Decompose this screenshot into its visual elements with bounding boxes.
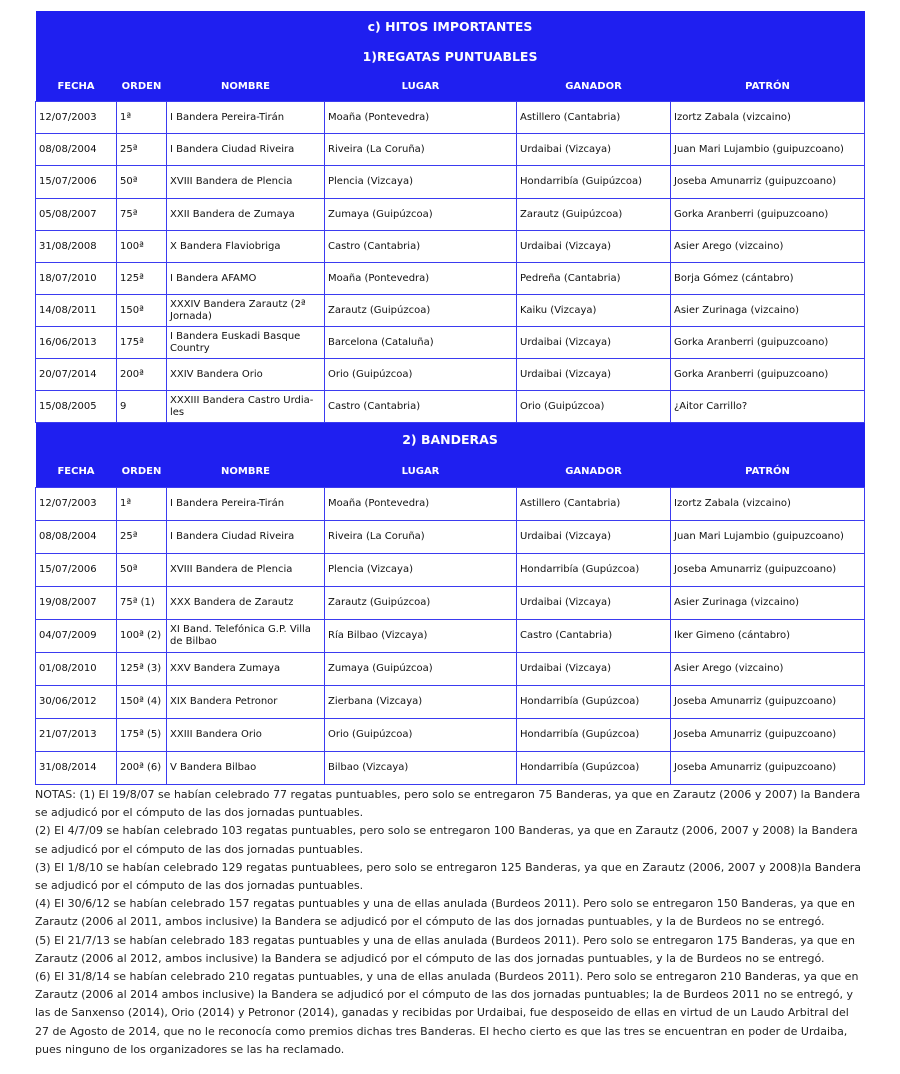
- fecha-cell: 19/08/2007: [36, 586, 117, 619]
- nombre-cell: XXII Bandera de Zumaya: [167, 199, 325, 231]
- main-title-row: [36, 11, 865, 41]
- patron-cell: ¿Aitor Carrillo?: [671, 391, 865, 423]
- lugar-cell: Zumaya (Guipúzcoa): [325, 652, 517, 685]
- ganador-cell: Urdaibai (Vizcaya): [517, 231, 671, 263]
- nombre-cell: XIX Bandera Petronor: [167, 685, 325, 718]
- nombre-cell: XXIV Bandera Orio: [167, 359, 325, 391]
- ganador-cell: Urdaibai (Vizcaya): [517, 520, 671, 553]
- lugar-cell: Riveira (La Coruña): [325, 134, 517, 166]
- fecha-cell: 15/07/2006: [36, 166, 117, 199]
- patron-cell: Asier Zurinaga (vizcaino): [671, 586, 865, 619]
- ganador-cell: Astillero (Cantabria): [517, 487, 671, 520]
- lugar-cell: Plencia (Vizcaya): [325, 553, 517, 586]
- col-header-orden: ORDEN: [117, 71, 167, 102]
- col-header-lugar: LUGAR: [325, 457, 517, 488]
- orden-cell: 200ª: [117, 359, 167, 391]
- ganador-cell: Urdaibai (Vizcaya): [517, 586, 671, 619]
- ganador-cell: Astillero (Cantabria): [517, 102, 671, 134]
- lugar-cell: Orio (Guipúzcoa): [325, 359, 517, 391]
- table-row: [36, 718, 865, 751]
- fecha-cell: 14/08/2011: [36, 295, 117, 327]
- section1-header-row: [36, 71, 865, 102]
- lugar-cell: Bilbao (Vizcaya): [325, 751, 517, 784]
- lugar-cell: Ría Bilbao (Vizcaya): [325, 619, 517, 652]
- table-row: [36, 751, 865, 784]
- fecha-cell: 31/08/2014: [36, 751, 117, 784]
- note-paragraph: NOTAS: (1) El 19/8/07 se habían celebrado 77 regatas puntuables, pero solo se entregaron 75 Banderas, ya que en Zarautz (2006 y 2007) la Bandera se adjudicó por el cómputo de las dos jornadas puntuables.: [35, 788, 861, 820]
- note-paragraph: (6) El 31/8/14 se habían celebrado 210 regatas puntuables, y una de ellas anulada (Burdeos 2011). Pero solo se entregaron 210 Banderas, ya que en Zarautz (2006 al 2014 ambos inclusive) la Bandera se adjudicó por el cómputo de las dos jornadas puntuables; la de Burdeos 2011 no se entregó, y las de Sanxenso (2014), Orio (2014) y Petronor (2014), ganadas y recibidas por Urdaibai, fue desposeido de ellas en virtud de un Laudo Arbitral del 27 de Agosto de 2014, que no le reconocía como premios dichas tres Banderas. El hecho cierto es que las tres se encuentran en poder de Urdaiba, pues ninguno de los organizadores se las ha reclamado.: [35, 970, 859, 1056]
- patron-cell: Izortz Zabala (vizcaino): [671, 487, 865, 520]
- lugar-cell: Zierbana (Vizcaya): [325, 685, 517, 718]
- note-paragraph: (5) El 21/7/13 se habían celebrado 183 regatas puntuables y una de ellas anulada (Burdeos 2011). Pero solo se entregaron 175 Banderas, ya que en Zarautz (2006 al 2012, ambos inclusive) la Bandera se adjudicó por el cómputo de las dos jornadas puntuables, y la de Burdeos no se entregó.: [35, 933, 855, 965]
- fecha-cell: 15/08/2005: [36, 391, 117, 423]
- orden-cell: 1ª: [117, 487, 167, 520]
- nombre-cell: I Bandera Pereira-Tirán: [167, 102, 325, 134]
- ganador-cell: Hondarribía (Gupúzcoa): [517, 751, 671, 784]
- table-row: [36, 619, 865, 652]
- fecha-cell: 15/07/2006: [36, 553, 117, 586]
- lugar-cell: Moaña (Pontevedra): [325, 487, 517, 520]
- nombre-cell: X Bandera Flaviobriga: [167, 231, 325, 263]
- table-row: [36, 327, 865, 359]
- col-header-nombre: NOMBRE: [167, 71, 325, 102]
- fecha-cell: 04/07/2009: [36, 619, 117, 652]
- table-row: [36, 199, 865, 231]
- orden-cell: 175ª: [117, 327, 167, 359]
- lugar-cell: Zumaya (Guipúzcoa): [325, 199, 517, 231]
- nombre-cell: XVIII Bandera de Plencia: [167, 553, 325, 586]
- col-header-fecha: FECHA: [36, 71, 117, 102]
- lugar-cell: Moaña (Pontevedra): [325, 263, 517, 295]
- col-header-nombre: NOMBRE: [167, 457, 325, 488]
- nombre-cell: I Bandera Euskadi Basque Country: [167, 327, 325, 359]
- col-header-lugar: LUGAR: [325, 71, 517, 102]
- fecha-cell: 18/07/2010: [36, 263, 117, 295]
- fecha-cell: 30/06/2012: [36, 685, 117, 718]
- patron-cell: Joseba Amunarriz (guipuzcoano): [671, 751, 865, 784]
- patron-cell: Juan Mari Lujambio (guipuzcoano): [671, 134, 865, 166]
- lugar-cell: Moaña (Pontevedra): [325, 102, 517, 134]
- patron-cell: Asier Zurinaga (vizcaino): [671, 295, 865, 327]
- notes-section: [35, 786, 864, 1059]
- fecha-cell: 31/08/2008: [36, 231, 117, 263]
- main-title: c) HITOS IMPORTANTES: [36, 11, 865, 41]
- table-row: [36, 102, 865, 134]
- ganador-cell: Urdaibai (Vizcaya): [517, 652, 671, 685]
- nombre-cell: I Bandera Ciudad Riveira: [167, 520, 325, 553]
- lugar-cell: Castro (Cantabria): [325, 231, 517, 263]
- table-row: [36, 652, 865, 685]
- section2-title: 2) BANDERAS: [36, 423, 865, 457]
- ganador-cell: Hondarribía (Guipúzcoa): [517, 166, 671, 199]
- ganador-cell: Urdaibai (Vizcaya): [517, 134, 671, 166]
- ganador-cell: Hondarribía (Gupúzcoa): [517, 553, 671, 586]
- section1-title-row: [36, 41, 865, 71]
- nombre-cell: XXXIII Bandera Castro Urdia-les: [167, 391, 325, 423]
- orden-cell: 25ª: [117, 134, 167, 166]
- patron-cell: Joseba Amunarriz (guipuzcoano): [671, 718, 865, 751]
- patron-cell: Asier Arego (vizcaino): [671, 652, 865, 685]
- lugar-cell: Plencia (Vizcaya): [325, 166, 517, 199]
- table-row: [36, 586, 865, 619]
- nombre-cell: XI Band. Telefónica G.P. Villa de Bilbao: [167, 619, 325, 652]
- table-row: [36, 553, 865, 586]
- patron-cell: Joseba Amunarriz (guipuzcoano): [671, 685, 865, 718]
- orden-cell: 25ª: [117, 520, 167, 553]
- nombre-cell: XXX Bandera de Zarautz: [167, 586, 325, 619]
- note-paragraph: (4) El 30/6/12 se habían celebrado 157 regatas puntuables y una de ellas anulada (Burdeos 2011). Pero solo se entregaron 150 Banderas, ya que en Zarautz (2006 al 2011, ambos inclusive) la Bandera se adjudicó por el cómputo de las dos jornadas puntuables, y la de Burdeos no se entregó.: [35, 897, 855, 929]
- orden-cell: 125ª (3): [117, 652, 167, 685]
- col-header-ganador: GANADOR: [517, 457, 671, 488]
- nombre-cell: I Bandera Ciudad Riveira: [167, 134, 325, 166]
- orden-cell: 75ª (1): [117, 586, 167, 619]
- nombre-cell: XVIII Bandera de Plencia: [167, 166, 325, 199]
- patron-cell: Iker Gimeno (cántabro): [671, 619, 865, 652]
- lugar-cell: Zarautz (Guipúzcoa): [325, 295, 517, 327]
- table-body: [36, 11, 865, 784]
- table-row: [36, 134, 865, 166]
- fecha-cell: 20/07/2014: [36, 359, 117, 391]
- fecha-cell: 08/08/2004: [36, 134, 117, 166]
- patron-cell: Gorka Aranberri (guipuzcoano): [671, 199, 865, 231]
- col-header-fecha: FECHA: [36, 457, 117, 488]
- ganador-cell: Orio (Guipúzcoa): [517, 391, 671, 423]
- orden-cell: 125ª: [117, 263, 167, 295]
- orden-cell: 1ª: [117, 102, 167, 134]
- ganador-cell: Castro (Cantabria): [517, 619, 671, 652]
- col-header-ganador: GANADOR: [517, 71, 671, 102]
- milestones-table: [35, 11, 865, 785]
- fecha-cell: 21/07/2013: [36, 718, 117, 751]
- patron-cell: Borja Gómez (cántabro): [671, 263, 865, 295]
- fecha-cell: 12/07/2003: [36, 487, 117, 520]
- fecha-cell: 01/08/2010: [36, 652, 117, 685]
- col-header-patron: PATRÓN: [671, 457, 865, 488]
- section2-header-row: [36, 457, 865, 488]
- note-paragraph: (2) El 4/7/09 se habían celebrado 103 regatas puntuables, pero solo se entregaron 100 Banderas, ya que en Zarautz (2006, 2007 y 2008) la Bandera se adjudicó por el cómputo de las dos jornadas puntuables.: [35, 824, 858, 856]
- note-paragraph: (3) El 1/8/10 se habían celebrado 129 regatas puntuablees, pero solo se entregaron 125 Banderas, ya que en Zarautz (2006, 2007 y 2008)la Bandera se adjudicó por el cómputo de las dos jornadas puntuables.: [35, 860, 862, 893]
- lugar-cell: Orio (Guipúzcoa): [325, 718, 517, 751]
- orden-cell: 50ª: [117, 553, 167, 586]
- ganador-cell: Kaiku (Vizcaya): [517, 295, 671, 327]
- orden-cell: 50ª: [117, 166, 167, 199]
- patron-cell: Asier Arego (vizcaino): [671, 231, 865, 263]
- section2-title-row: [36, 423, 865, 457]
- orden-cell: 100ª: [117, 231, 167, 263]
- table-row: [36, 487, 865, 520]
- nombre-cell: V Bandera Bilbao: [167, 751, 325, 784]
- orden-cell: 100ª (2): [117, 619, 167, 652]
- ganador-cell: Hondarribía (Gupúzcoa): [517, 685, 671, 718]
- ganador-cell: Zarautz (Guipúzcoa): [517, 199, 671, 231]
- orden-cell: 175ª (5): [117, 718, 167, 751]
- patron-cell: Gorka Aranberri (guipuzcoano): [671, 327, 865, 359]
- lugar-cell: Zarautz (Guipúzcoa): [325, 586, 517, 619]
- ganador-cell: Pedreña (Cantabria): [517, 263, 671, 295]
- orden-cell: 150ª (4): [117, 685, 167, 718]
- table-row: [36, 520, 865, 553]
- nombre-cell: XXV Bandera Zumaya: [167, 652, 325, 685]
- patron-cell: Izortz Zabala (vizcaino): [671, 102, 865, 134]
- fecha-cell: 08/08/2004: [36, 520, 117, 553]
- orden-cell: 9: [117, 391, 167, 423]
- patron-cell: Gorka Aranberri (guipuzcoano): [671, 359, 865, 391]
- table-row: [36, 359, 865, 391]
- nombre-cell: XXIII Bandera Orio: [167, 718, 325, 751]
- ganador-cell: Urdaibai (Vizcaya): [517, 327, 671, 359]
- table-row: [36, 231, 865, 263]
- col-header-patron: PATRÓN: [671, 71, 865, 102]
- fecha-cell: 05/08/2007: [36, 199, 117, 231]
- table-row: [36, 685, 865, 718]
- orden-cell: 200ª (6): [117, 751, 167, 784]
- lugar-cell: Castro (Cantabria): [325, 391, 517, 423]
- section1-title: 1)REGATAS PUNTUABLES: [36, 41, 865, 71]
- milestones-table-container: [35, 11, 864, 785]
- ganador-cell: Urdaibai (Vizcaya): [517, 359, 671, 391]
- patron-cell: Joseba Amunarriz (guipuzcoano): [671, 553, 865, 586]
- patron-cell: Juan Mari Lujambio (guipuzcoano): [671, 520, 865, 553]
- orden-cell: 75ª: [117, 199, 167, 231]
- col-header-orden: ORDEN: [117, 457, 167, 488]
- patron-cell: Joseba Amunarriz (guipuzcoano): [671, 166, 865, 199]
- fecha-cell: 16/06/2013: [36, 327, 117, 359]
- ganador-cell: Hondarribía (Gupúzcoa): [517, 718, 671, 751]
- table-row: [36, 263, 865, 295]
- table-row: [36, 166, 865, 199]
- nombre-cell: I Bandera Pereira-Tirán: [167, 487, 325, 520]
- table-row: [36, 391, 865, 423]
- table-row: [36, 295, 865, 327]
- nombre-cell: XXXIV Bandera Zarautz (2ª Jornada): [167, 295, 325, 327]
- lugar-cell: Barcelona (Cataluña): [325, 327, 517, 359]
- lugar-cell: Riveira (La Coruña): [325, 520, 517, 553]
- nombre-cell: I Bandera AFAMO: [167, 263, 325, 295]
- fecha-cell: 12/07/2003: [36, 102, 117, 134]
- orden-cell: 150ª: [117, 295, 167, 327]
